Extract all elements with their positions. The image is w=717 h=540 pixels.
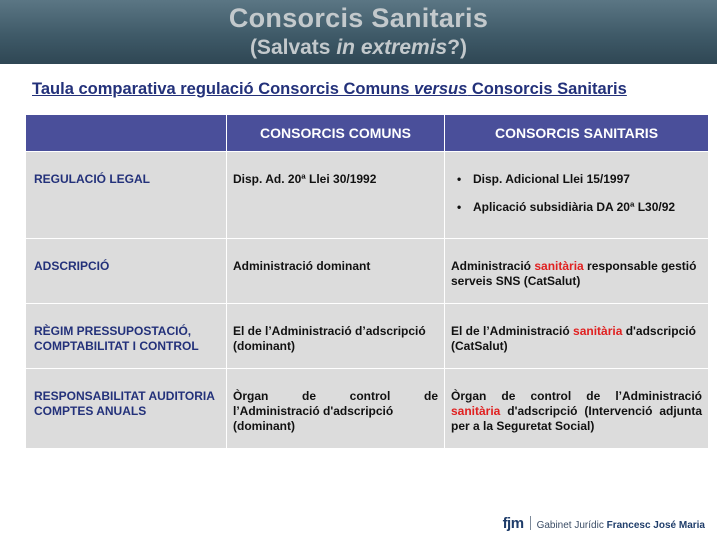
cell-sanitaris xyxy=(445,239,709,304)
bullet-item: • Disp. Adicional Llei 15/1997 xyxy=(473,172,702,187)
table-title-em: versus xyxy=(414,80,468,98)
cell-text: El de l’Administració xyxy=(451,324,574,338)
header-empty-cell xyxy=(26,115,227,152)
table-header-row xyxy=(26,115,709,152)
highlight-text: sanitària xyxy=(573,324,623,338)
table-row xyxy=(26,369,709,449)
slide-title: Consorcis Sanitaris xyxy=(228,3,489,33)
table-row xyxy=(26,152,709,239)
slide-subtitle xyxy=(0,36,717,60)
highlight-text: sanitària xyxy=(451,404,501,418)
cell-text-line: Òrgan de control de xyxy=(233,389,438,403)
fjm-logo: fjm xyxy=(502,515,524,532)
column-header-comuns: CONSORCIS COMUNS xyxy=(227,115,445,152)
bullet-list xyxy=(451,172,702,215)
cell-sanitaris xyxy=(445,369,709,449)
comparison-table xyxy=(25,114,709,449)
column-header-sanitaris: CONSORCIS SANITARIS xyxy=(445,115,709,152)
cell-text: d'adscripció (Intervenció adjunta per a la Seguretat Social) xyxy=(451,404,702,433)
table-title-post: Consorcis Sanitaris xyxy=(467,80,627,98)
cell-text: Òrgan de control de l’Administració xyxy=(451,389,702,403)
slide-subtitle-em: in extremis xyxy=(336,36,448,59)
firm-prefix: Gabinet Jurídic xyxy=(536,520,607,531)
row-label: RÈGIM PRESSUPOSTACIÓ, COMPTABILITAT I CONTROL xyxy=(26,304,227,369)
cell-comuns: El de l’Administració d’adscripció (dominant) xyxy=(227,304,445,369)
cell-sanitaris xyxy=(445,304,709,369)
cell-text: d'adscripció (CatSalut) xyxy=(451,324,696,353)
bullet-item: • Aplicació subsidiària DA 20ª L30/92 xyxy=(473,200,702,215)
cell-comuns: Administració dominant xyxy=(227,239,445,304)
highlight-text: sanitària xyxy=(534,259,584,273)
row-label: REGULACIÓ LEGAL xyxy=(26,152,227,239)
slide-subtitle-post: ?) xyxy=(447,36,468,59)
footer-branding xyxy=(503,515,705,532)
table-title xyxy=(32,80,627,99)
table-title-pre: Taula comparativa regulació Consorcis Comuns xyxy=(32,80,415,98)
cell-comuns: Disp. Ad. 20ª Llei 30/1992 xyxy=(227,152,445,239)
cell-text: l’Administració d'adscripció (dominant) xyxy=(233,404,394,433)
firm-name: Francesc José Maria xyxy=(606,520,705,531)
table-row xyxy=(26,304,709,369)
slide-subtitle-pre: (Salvats xyxy=(249,36,337,59)
row-label: ADSCRIPCIÓ xyxy=(26,239,227,304)
cell-text: Administració xyxy=(451,259,535,273)
cell-text: responsable gestió serveis SNS (CatSalut) xyxy=(451,259,697,288)
row-label: RESPONSABILITAT AUDITORIA COMPTES ANUALS xyxy=(26,369,227,449)
footer-divider xyxy=(530,516,531,530)
table-row xyxy=(26,239,709,304)
slide-header xyxy=(0,0,717,64)
cell-sanitaris xyxy=(445,152,709,239)
cell-comuns xyxy=(227,369,445,449)
